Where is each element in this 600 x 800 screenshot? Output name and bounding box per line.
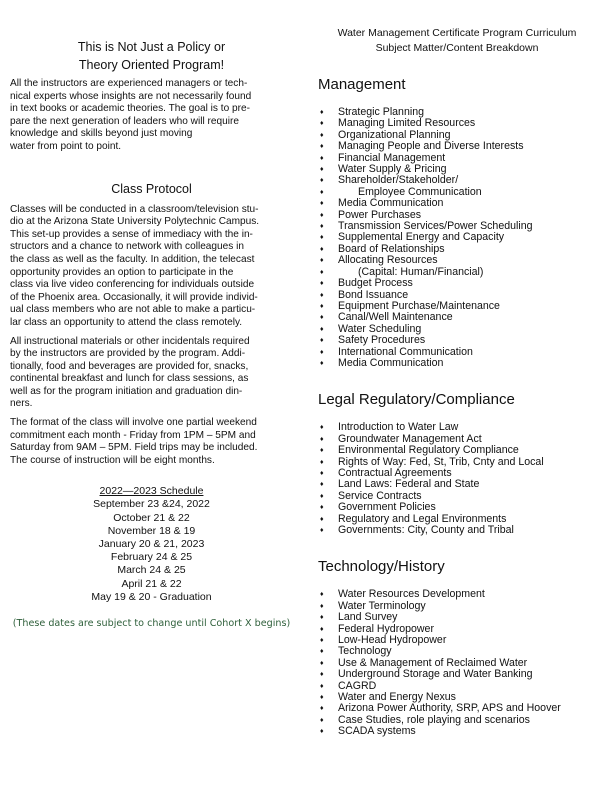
curriculum-item [318, 525, 596, 536]
diamond-bullet-icon: ♦ [320, 166, 324, 174]
curriculum-item-text: Land Survey [338, 611, 398, 624]
diamond-bullet-icon: ♦ [320, 504, 324, 512]
paragraph-line: All instructional materials or other incidentals required [10, 335, 250, 347]
section-item-list [318, 589, 596, 737]
diamond-bullet-icon: ♦ [320, 682, 324, 690]
curriculum-item-text: Canal/Well Maintenance [338, 311, 453, 324]
paragraph-line: ual class members who are not able to make a particu- [10, 304, 256, 316]
class-protocol-heading: Class Protocol [111, 181, 192, 196]
curriculum-item [318, 726, 596, 737]
paragraph-line: well as for the program initiation and graduation din- [10, 385, 243, 397]
section-item-list [318, 422, 596, 536]
curriculum-item-text: Government Policies [338, 501, 436, 514]
curriculum-item-text: SCADA systems [338, 725, 416, 738]
curriculum-item-text: Underground Storage and Water Banking [338, 668, 533, 681]
curriculum-item-text: Water Terminology [338, 599, 426, 612]
section-item-list [318, 107, 596, 369]
curriculum-item-text: Arizona Power Authority, SRP, APS and Hoover [338, 702, 561, 715]
paragraph-line: class via live video conferencing for individuals outside [10, 279, 255, 291]
section-title: Management [318, 76, 406, 93]
curriculum-item-text: Introduction to Water Law [338, 421, 459, 434]
schedule-date: March 24 & 25 [117, 564, 186, 577]
curriculum-item-text: Safety Procedures [338, 334, 426, 347]
schedule-date: February 24 & 25 [110, 551, 193, 564]
curriculum-item-text: Managing People and Diverse Interests [338, 140, 524, 153]
curriculum-item-text: Organizational Planning [338, 128, 451, 141]
paragraph-line: The format of the class will involve one partial weekend [10, 417, 257, 429]
curriculum-item-text: Low-Head Hydropower [338, 634, 447, 647]
curriculum-item-text: Power Purchases [338, 208, 422, 221]
curriculum-sections [318, 76, 596, 738]
diamond-bullet-icon: ♦ [320, 591, 324, 599]
paragraph-line: This set-up provides a sense of immediacy with the in- [10, 228, 253, 240]
curriculum-item-text: Service Contracts [338, 489, 422, 502]
paragraph-line: pare the next generation of leaders who will require [10, 115, 239, 127]
curriculum-item-text: Water and Energy Nexus [338, 691, 456, 704]
curriculum-item-text: Environmental Regulatory Compliance [338, 444, 519, 457]
schedule-date: October 21 & 22 [113, 511, 190, 524]
intro-heading-line1: This is Not Just a Policy or [77, 40, 226, 54]
curriculum-item-text: Strategic Planning [338, 106, 424, 118]
diamond-bullet-icon: ♦ [320, 109, 324, 116]
diamond-bullet-icon: ♦ [320, 223, 324, 231]
diamond-bullet-icon: ♦ [320, 280, 324, 288]
curriculum-item-text: Financial Management [338, 151, 446, 164]
diamond-bullet-icon: ♦ [320, 177, 324, 185]
paragraph-line: Saturday from 9AM – 5PM. Field trips may be included. [10, 442, 258, 454]
diamond-bullet-icon: ♦ [320, 469, 324, 477]
paragraph-line: commitment each month - Friday from 1PM – 5PM and [10, 429, 256, 441]
right-column [318, 26, 596, 738]
diamond-bullet-icon: ♦ [320, 188, 324, 196]
curriculum-item-text: Media Communication [338, 356, 444, 369]
paragraph-line: continental breakfast and lunch for class sessions, as [10, 373, 249, 385]
diamond-bullet-icon: ♦ [320, 659, 324, 667]
curriculum-item-text: Shareholder/Stakeholder/ [338, 174, 459, 187]
curriculum-item-text: Employee Communication [358, 185, 482, 198]
diamond-bullet-icon: ♦ [320, 302, 324, 310]
paragraph-line: The course of instruction will be eight months. [10, 454, 215, 466]
curriculum-item-text: Allocating Resources [338, 254, 438, 267]
paragraph-line: the class as well as the faculty. In addition, the telecast [10, 253, 255, 265]
diamond-bullet-icon: ♦ [320, 671, 324, 679]
curriculum-section [318, 76, 596, 369]
curriculum-item-text: Regulatory and Legal Environments [338, 512, 507, 525]
curriculum-item-text: Case Studies, role playing and scenarios [338, 713, 530, 726]
protocol-paragraph-3 [10, 417, 293, 467]
curriculum-item-text: Media Communication [338, 197, 444, 210]
paragraph-line: of the Phoenix area. Occasionally, it will provide individ- [10, 291, 258, 303]
diamond-bullet-icon: ♦ [320, 131, 324, 139]
paragraph-line: in text books or academic theories. The goal is to pre- [10, 103, 250, 115]
curriculum-section [318, 391, 596, 536]
diamond-bullet-icon: ♦ [320, 211, 324, 219]
diamond-bullet-icon: ♦ [320, 435, 324, 443]
paragraph-line: nical experts whose insights are not necessarily found [10, 90, 252, 102]
protocol-paragraph-1 [10, 204, 293, 330]
diamond-bullet-icon: ♦ [320, 637, 324, 645]
section-title: Legal Regulatory/Compliance [318, 391, 515, 409]
diamond-bullet-icon: ♦ [320, 200, 324, 208]
protocol-paragraph-2 [10, 336, 293, 412]
diamond-bullet-icon: ♦ [320, 234, 324, 242]
curriculum-item [318, 358, 596, 369]
paragraph-line: opportunity provides an option to participate in the [10, 266, 234, 278]
schedule-date: November 18 & 19 [107, 524, 196, 537]
curriculum-item-text: Water Resources Development [338, 588, 485, 601]
curriculum-item-text: Governments: City, County and Tribal [338, 524, 514, 536]
schedule-date: January 20 & 21, 2023 [98, 538, 205, 551]
diamond-bullet-icon: ♦ [320, 458, 324, 466]
diamond-bullet-icon: ♦ [320, 515, 324, 523]
paragraph-line: knowledge and skills beyond just moving [10, 128, 193, 140]
curriculum-item-text: International Communication [338, 345, 473, 358]
diamond-bullet-icon: ♦ [320, 348, 324, 356]
diamond-bullet-icon: ♦ [320, 143, 324, 151]
diamond-bullet-icon: ♦ [320, 359, 324, 367]
curriculum-item-text: Water Scheduling [338, 322, 422, 335]
curriculum-item-text: Budget Process [338, 277, 413, 290]
section-title: Technology/History [318, 558, 445, 576]
schedule-note: (These dates are subject to change until Cohort X begins) [12, 618, 291, 630]
intro-paragraph [10, 78, 293, 154]
intro-heading-line2: Theory Oriented Program! [78, 58, 225, 72]
curriculum-item-text: Contractual Agreements [338, 466, 452, 479]
diamond-bullet-icon: ♦ [320, 602, 324, 610]
diamond-bullet-icon: ♦ [320, 625, 324, 633]
diamond-bullet-icon: ♦ [320, 337, 324, 345]
diamond-bullet-icon: ♦ [320, 648, 324, 656]
curriculum-item-text: Water Supply & Pricing [338, 163, 447, 176]
curriculum-subtitle: Subject Matter/Content Breakdown [375, 42, 539, 54]
diamond-bullet-icon: ♦ [320, 268, 324, 276]
paragraph-line: structors and a chance to network with colleagues in [10, 241, 244, 253]
curriculum-item-text: Technology [338, 645, 392, 658]
curriculum-item-text: Equipment Purchase/Maintenance [338, 299, 500, 312]
diamond-bullet-icon: ♦ [320, 120, 324, 128]
schedule-title: 2022—2023 Schedule [99, 485, 204, 498]
paragraph-line: Classes will be conducted in a classroom/television stu- [10, 203, 259, 215]
paragraph-line: ners. [10, 398, 33, 410]
diamond-bullet-icon: ♦ [320, 728, 324, 736]
diamond-bullet-icon: ♦ [320, 705, 324, 713]
curriculum-item-text: Bond Issuance [338, 288, 409, 301]
diamond-bullet-icon: ♦ [320, 614, 324, 622]
paragraph-line: dio at the Arizona State University Polytechnic Campus. [10, 216, 260, 228]
paragraph-line: All the instructors are experienced managers or tech- [10, 78, 248, 89]
diamond-bullet-icon: ♦ [320, 154, 324, 162]
schedule-list [10, 498, 293, 604]
curriculum-item-text: (Capital: Human/Financial) [358, 265, 484, 278]
diamond-bullet-icon: ♦ [320, 314, 324, 322]
diamond-bullet-icon: ♦ [320, 257, 324, 265]
curriculum-item-text: Land Laws: Federal and State [338, 478, 480, 491]
curriculum-item-text: Board of Relationships [338, 242, 445, 255]
diamond-bullet-icon: ♦ [320, 325, 324, 333]
curriculum-item-text: Groundwater Management Act [338, 432, 482, 445]
curriculum-item-text: Federal Hydropower [338, 622, 434, 635]
curriculum-item-text: Supplemental Energy and Capacity [338, 231, 505, 244]
diamond-bullet-icon: ♦ [320, 447, 324, 455]
curriculum-title: Water Management Certificate Program Curriculum [337, 27, 577, 39]
curriculum-item-text: CAGRD [338, 679, 377, 692]
diamond-bullet-icon: ♦ [320, 424, 324, 432]
diamond-bullet-icon: ♦ [320, 291, 324, 299]
paragraph-line: water from point to point. [10, 140, 122, 152]
schedule-date: April 21 & 22 [121, 577, 182, 590]
curriculum-item-text: Managing Limited Resources [338, 117, 476, 130]
diamond-bullet-icon: ♦ [320, 716, 324, 724]
diamond-bullet-icon: ♦ [320, 527, 324, 534]
schedule-date: May 19 & 20 - Graduation [91, 590, 212, 603]
schedule-date: September 23 &24, 2022 [93, 498, 210, 511]
curriculum-item-text: Transmission Services/Power Scheduling [338, 220, 533, 233]
paragraph-line: by the instructors are provided by the program. Addi- [10, 348, 246, 360]
left-column [10, 38, 293, 629]
curriculum-item-text: Use & Management of Reclaimed Water [338, 656, 528, 669]
diamond-bullet-icon: ♦ [320, 481, 324, 489]
paragraph-line: lar class an opportunity to attend the class remotely. [10, 316, 243, 328]
diamond-bullet-icon: ♦ [320, 245, 324, 253]
diamond-bullet-icon: ♦ [320, 694, 324, 702]
curriculum-section [318, 558, 596, 737]
diamond-bullet-icon: ♦ [320, 492, 324, 500]
curriculum-item-text: Rights of Way: Fed, St, Trib, Cnty and Local [338, 455, 544, 468]
paragraph-line: tionally, food and beverages are provided for, snacks, [10, 360, 249, 372]
